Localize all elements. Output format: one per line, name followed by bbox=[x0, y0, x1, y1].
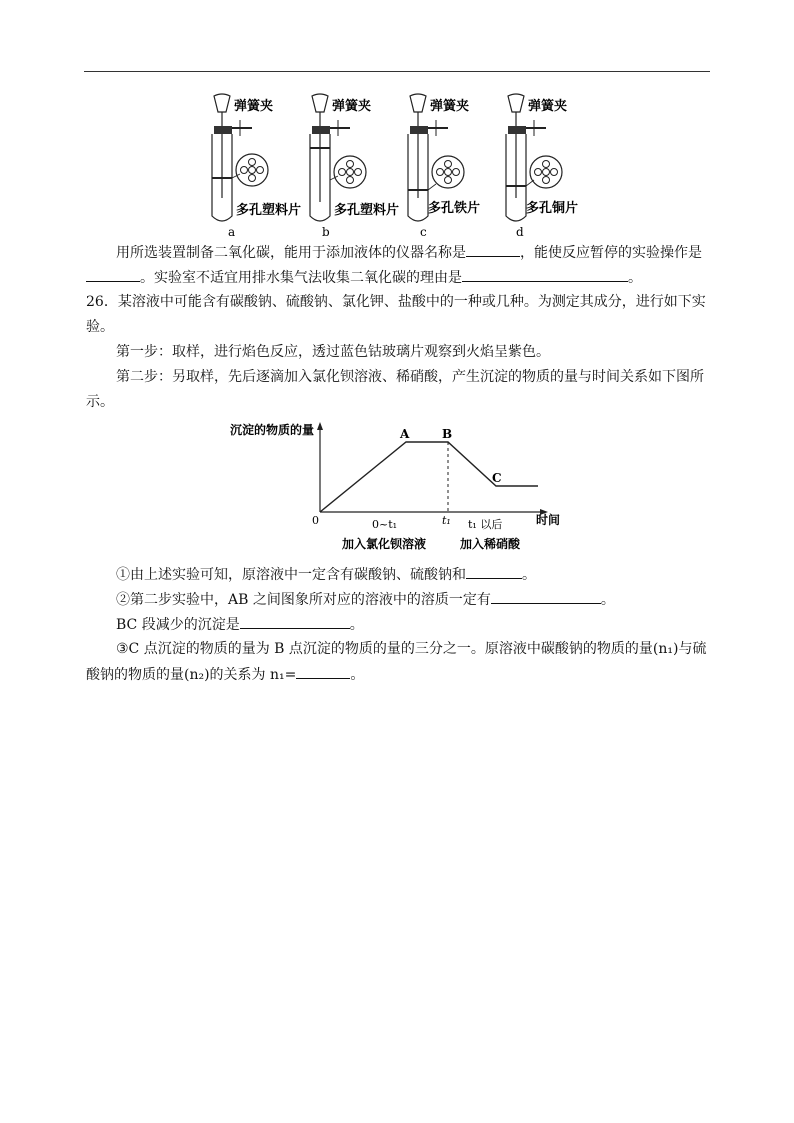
funnel-icon bbox=[410, 94, 426, 112]
plate-label: 多孔铁片 bbox=[428, 201, 481, 216]
answer-blank[interactable] bbox=[240, 612, 350, 629]
graph-curve bbox=[320, 442, 538, 512]
tube-letter: d bbox=[516, 225, 524, 239]
range2-label: t₁ 以后 bbox=[468, 518, 503, 531]
q26-sub3: ③C 点沉淀的物质的量为 B 点沉淀的物质的量的三分之一。原溶液中碳酸钠的物质的量(n₁)与硫 bbox=[116, 641, 707, 657]
q26-stem: 26．某溶液中可能含有碳酸钠、硫酸钠、氯化钾、盐酸中的一种或几种。为测定其成分，进行如下实 bbox=[86, 294, 706, 310]
tube-c bbox=[408, 94, 480, 239]
q26-step1: 第一步：取样，进行焰色反应，透过蓝色钴玻璃片观察到火焰呈紫色。 bbox=[116, 344, 550, 360]
q26-text: 。 bbox=[522, 567, 536, 583]
stopper bbox=[312, 126, 330, 134]
answer-blank[interactable] bbox=[296, 662, 350, 679]
point-c-label: C bbox=[492, 471, 502, 485]
t1-label: t₁ bbox=[442, 514, 451, 527]
clamp-label: 弹簧夹 bbox=[332, 99, 372, 114]
q26-step2-cont: 示。 bbox=[86, 394, 114, 410]
q25-text: ，能使反应暂停的实验操作是 bbox=[520, 245, 702, 261]
graph-ylabel: 沉淀的物质的量 bbox=[230, 423, 315, 437]
point-a-label: A bbox=[400, 427, 410, 441]
q26-text: 。 bbox=[350, 667, 365, 683]
precipitate-graph bbox=[226, 420, 576, 555]
q26-sub1 bbox=[116, 562, 536, 587]
header-rule bbox=[84, 71, 710, 72]
plate-label: 多孔塑料片 bbox=[236, 203, 302, 218]
q25-text: 。 bbox=[628, 270, 642, 286]
q26-text: ①由上述实验可知，原溶液中一定含有碳酸钠、硫酸钠和 bbox=[116, 567, 466, 583]
tube-a bbox=[212, 94, 301, 239]
point-b-label: B bbox=[442, 427, 453, 441]
q26-sub2c bbox=[116, 612, 364, 637]
q26-text: 酸钠的物质的量(n₂)的关系为 n₁= bbox=[86, 667, 297, 683]
q26-text: ②第二步实验中，AB 之间图象所对应的溶液中的溶质一定有 bbox=[116, 592, 491, 608]
clamp-label: 弹簧夹 bbox=[234, 99, 274, 114]
graph-xlabel: 时间 bbox=[536, 513, 561, 527]
origin-label: 0 bbox=[312, 514, 319, 527]
answer-blank[interactable] bbox=[466, 562, 522, 579]
q25-line1 bbox=[116, 240, 702, 265]
q26-text: BC 段减少的沉淀是 bbox=[116, 617, 240, 633]
stage2-label: 加入稀硝酸 bbox=[460, 537, 521, 551]
q26-sub3-cont bbox=[86, 662, 364, 687]
answer-blank[interactable] bbox=[86, 265, 140, 282]
q25-text: 用所选装置制备二氧化碳，能用于添加液体的仪器名称是 bbox=[116, 245, 466, 261]
stage1-label: 加入氯化钡溶液 bbox=[342, 537, 427, 551]
tube-letter: a bbox=[228, 225, 236, 239]
tube-b bbox=[310, 94, 399, 239]
plate-label: 多孔铜片 bbox=[526, 201, 579, 216]
q26-sub2 bbox=[116, 587, 615, 612]
plate-label: 多孔塑料片 bbox=[334, 203, 400, 218]
q26-text: 。 bbox=[600, 592, 615, 608]
y-axis-arrow-icon bbox=[317, 422, 323, 430]
tube-letter: c bbox=[420, 225, 427, 239]
clamp-label: 弹簧夹 bbox=[430, 99, 470, 114]
funnel-icon bbox=[214, 94, 230, 112]
stopper bbox=[214, 126, 232, 134]
answer-blank[interactable] bbox=[491, 587, 601, 604]
q26-step2: 第二步：另取样，先后逐滴加入氯化钡溶液、稀硝酸，产生沉淀的物质的量与时间关系如下图所 bbox=[116, 369, 704, 385]
q25-text: 。实验室不适宜用排水集气法收集二氧化碳的理由是 bbox=[140, 270, 462, 286]
answer-blank[interactable] bbox=[462, 265, 628, 282]
stopper bbox=[508, 126, 526, 134]
range1-label: 0~t₁ bbox=[372, 518, 398, 531]
apparatus-figure bbox=[196, 90, 596, 240]
q26-stem-cont: 验。 bbox=[86, 319, 114, 335]
answer-blank[interactable] bbox=[466, 240, 520, 257]
funnel-icon bbox=[508, 94, 524, 112]
tube-d bbox=[506, 94, 578, 239]
q26-text: 。 bbox=[349, 617, 364, 633]
funnel-icon bbox=[312, 94, 328, 112]
clamp-label: 弹簧夹 bbox=[528, 99, 568, 114]
q25-line2 bbox=[86, 265, 642, 290]
tube-letter: b bbox=[322, 225, 330, 239]
stopper bbox=[410, 126, 428, 134]
